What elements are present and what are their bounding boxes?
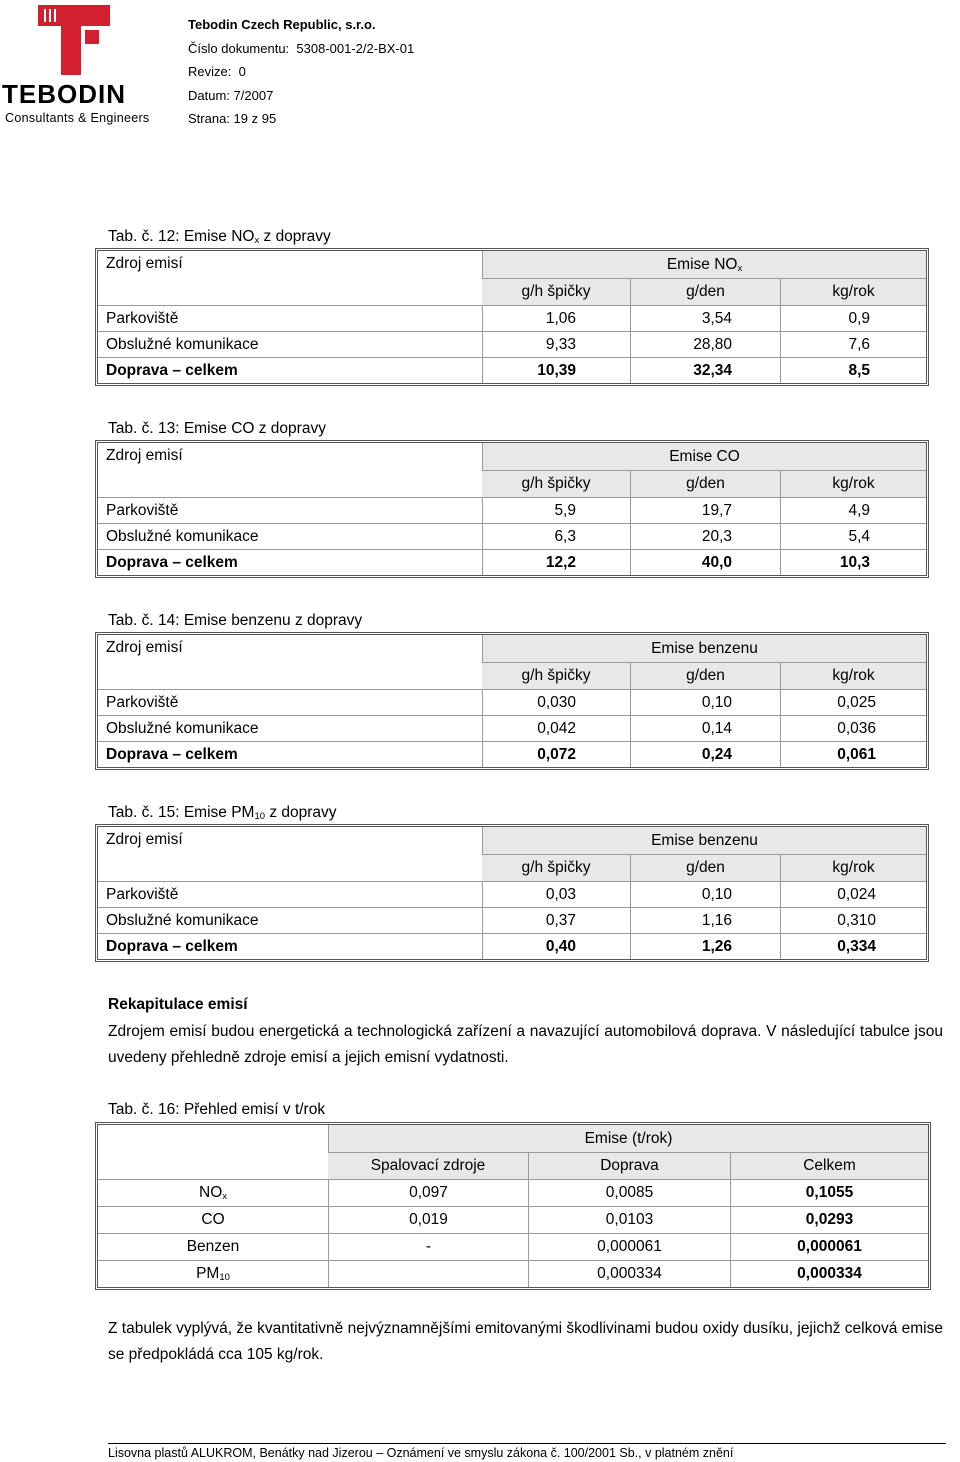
row-label: Parkoviště <box>98 881 482 907</box>
row-label: Benzen <box>98 1233 328 1260</box>
row-label: Doprava – celkem <box>98 933 482 959</box>
table-13-col-header: kg/rok <box>780 470 926 497</box>
table-15-source-header: Zdroj emisí <box>106 831 183 848</box>
table-cell: 0,097 <box>328 1179 528 1206</box>
table-cell: 8,5 <box>780 357 926 383</box>
table-13-group-header: Emise CO <box>482 443 926 470</box>
table-cell: 1,26 <box>630 933 780 959</box>
document-number <box>188 37 414 61</box>
row-label: CO <box>98 1206 328 1233</box>
table-15-col-header: kg/rok <box>780 854 926 881</box>
row-label: $PM_{10}$ <box>98 1260 328 1287</box>
table-cell: 0,030 <box>482 689 630 715</box>
table-cell: 6,3 <box>482 523 630 549</box>
table-12-col-header: g/h špičky <box>482 278 630 305</box>
table-cell: 0,10 <box>630 689 780 715</box>
row-label: $NO_x$ <box>98 1179 328 1206</box>
table-cell: 0,40 <box>482 933 630 959</box>
logo-subtitle: Consultants & Engineers <box>5 111 150 125</box>
table-cell: 0,072 <box>482 741 630 767</box>
row-label: Parkoviště <box>98 497 482 523</box>
table-13-source-header: Zdroj emisí <box>106 447 183 464</box>
table-row <box>98 497 926 523</box>
logo-name: TEBODIN <box>2 79 126 109</box>
table-cell: 20,3 <box>630 523 780 549</box>
table-cell: 3,54 <box>630 305 780 331</box>
table-cell: 0,042 <box>482 715 630 741</box>
row-label: Parkoviště <box>98 305 482 331</box>
table-cell: 5,4 <box>780 523 926 549</box>
table-cell: 0,036 <box>780 715 926 741</box>
table-cell: 0,10 <box>630 881 780 907</box>
table-14-source-header: Zdroj emisí <box>106 639 183 656</box>
row-label: Obslužné komunikace <box>98 715 482 741</box>
table-cell: 0,0103 <box>528 1206 730 1233</box>
table-16-col-header: Doprava <box>528 1152 730 1179</box>
footer-divider <box>108 1443 946 1444</box>
table-cell: 0,000061 <box>730 1233 928 1260</box>
date-value: 7/2007 <box>233 87 274 103</box>
table-row <box>98 689 926 715</box>
table-cell: 7,6 <box>780 331 926 357</box>
table-16-col-header: Celkem <box>730 1152 928 1179</box>
table-13-col-header: g/h špičky <box>482 470 630 497</box>
table-cell: 28,80 <box>630 331 780 357</box>
table-row <box>98 715 926 741</box>
table-cell: 9,33 <box>482 331 630 357</box>
table-cell: 19,7 <box>630 497 780 523</box>
table-cell: 0,03 <box>482 881 630 907</box>
table-cell: 0,14 <box>630 715 780 741</box>
table-cell: 0,024 <box>780 881 926 907</box>
table-15-col-header: g/h špičky <box>482 854 630 881</box>
table-cell <box>328 1260 528 1287</box>
row-label: Obslužné komunikace <box>98 907 482 933</box>
table-12-col-header: kg/rok <box>780 278 926 305</box>
table-total-row <box>98 549 926 575</box>
table-row <box>98 1179 928 1206</box>
table-15-caption: Tab. č. 15: Emise $PM_{10}$ z dopravy <box>108 804 337 822</box>
table-row <box>98 331 926 357</box>
page-number-label: Strana: <box>188 111 230 126</box>
table-cell: 4,9 <box>780 497 926 523</box>
table-12-caption: Tab. č. 12: Emise $NO_x$ z dopravy <box>108 228 331 246</box>
date-label: Datum: <box>188 87 230 103</box>
table-cell: 0,000334 <box>528 1260 730 1287</box>
table-14-col-header: g/den <box>630 662 780 689</box>
table-row <box>98 881 926 907</box>
table-total-row <box>98 357 926 383</box>
company-name: Tebodin Czech Republic, s.r.o. <box>188 17 376 32</box>
table-14-caption: Tab. č. 14: Emise benzenu z dopravy <box>108 612 363 629</box>
table-cell: 0,310 <box>780 907 926 933</box>
table-14 <box>95 632 929 770</box>
tebodin-logo <box>0 0 160 130</box>
table-cell: 10,3 <box>780 549 926 575</box>
document-number-label: Číslo dokumentu: <box>188 40 290 56</box>
page-number-value: 19 z 95 <box>233 111 277 126</box>
recap-paragraph: Zdrojem emisí budou energetická a technologická zařízení a navazující automobilová doprava. V následující tabulce jsou uvedeny přehledně zdroje emisí a jejich emisní vydatnosti. <box>108 1023 943 1066</box>
table-16-empty-header <box>98 1125 328 1179</box>
table-row <box>98 523 926 549</box>
table-row <box>98 1260 928 1287</box>
table-cell: 0,000334 <box>730 1260 928 1287</box>
table-13-caption: Tab. č. 13: Emise CO z dopravy <box>108 420 326 437</box>
document-header <box>188 13 414 131</box>
table-row <box>98 1233 928 1260</box>
table-14-col-header: kg/rok <box>780 662 926 689</box>
table-cell: 0,9 <box>780 305 926 331</box>
table-16 <box>95 1122 931 1290</box>
page-number <box>188 107 414 131</box>
table-cell: 5,9 <box>482 497 630 523</box>
table-12 <box>95 248 929 386</box>
revision-value: 0 <box>238 64 246 79</box>
table-row <box>98 907 926 933</box>
table-row <box>98 305 926 331</box>
document-number-value: 5308-001-2/2-BX-01 <box>296 40 415 56</box>
revision-label: Revize: <box>188 64 232 79</box>
table-total-row <box>98 741 926 767</box>
table-cell: 1,16 <box>630 907 780 933</box>
revision <box>188 60 414 84</box>
table-cell: - <box>328 1233 528 1260</box>
table-cell: 0,24 <box>630 741 780 767</box>
table-14-col-header: g/h špičky <box>482 662 630 689</box>
table-12-col-header: g/den <box>630 278 780 305</box>
table-cell: 12,2 <box>482 549 630 575</box>
table-16-col-header: Spalovací zdroje <box>328 1152 528 1179</box>
recap-heading: Rekapitulace emisí <box>108 996 248 1013</box>
row-label: Parkoviště <box>98 689 482 715</box>
table-12-group-header: Emise $NO_x$ <box>482 251 926 278</box>
table-cell: 0,061 <box>780 741 926 767</box>
row-label: Doprava – celkem <box>98 549 482 575</box>
table-15-col-header: g/den <box>630 854 780 881</box>
table-cell: 32,34 <box>630 357 780 383</box>
table-cell: 0,019 <box>328 1206 528 1233</box>
table-cell: 0,37 <box>482 907 630 933</box>
table-cell: 10,39 <box>482 357 630 383</box>
date <box>188 84 414 108</box>
row-label: Obslužné komunikace <box>98 331 482 357</box>
table-cell: 0,000061 <box>528 1233 730 1260</box>
page-footer: Lisovna plastů ALUKROM, Benátky nad Jizerou – Oznámení ve smyslu zákona č. 100/2001 Sb., v platném znění <box>108 1446 734 1460</box>
row-label: Doprava – celkem <box>98 357 482 383</box>
table-12-source-header: Zdroj emisí <box>106 255 183 272</box>
table-15 <box>95 824 929 962</box>
table-cell: 40,0 <box>630 549 780 575</box>
row-label: Obslužné komunikace <box>98 523 482 549</box>
row-label: Doprava – celkem <box>98 741 482 767</box>
conclusion-paragraph: Z tabulek vyplývá, že kvantitativně nejvýznamnějšími emitovanými škodlivinami budou oxidy dusíku, jejichž celková emise se předpokládá cca 105 kg/rok. <box>108 1320 943 1363</box>
table-16-group-header: Emise (t/rok) <box>328 1125 928 1152</box>
table-14-group-header: Emise benzenu <box>482 635 926 662</box>
table-total-row <box>98 933 926 959</box>
table-15-group-header: Emise benzenu <box>482 827 926 854</box>
table-13 <box>95 440 929 578</box>
table-13-col-header: g/den <box>630 470 780 497</box>
table-cell: 1,06 <box>482 305 630 331</box>
table-cell: 0,0293 <box>730 1206 928 1233</box>
table-cell: 0,0085 <box>528 1179 730 1206</box>
tebodin-logo-mark <box>38 5 112 75</box>
table-cell: 0,334 <box>780 933 926 959</box>
table-16-caption: Tab. č. 16: Přehled emisí v t/rok <box>108 1101 326 1118</box>
table-cell: 0,025 <box>780 689 926 715</box>
table-cell: 0,1055 <box>730 1179 928 1206</box>
table-row <box>98 1206 928 1233</box>
